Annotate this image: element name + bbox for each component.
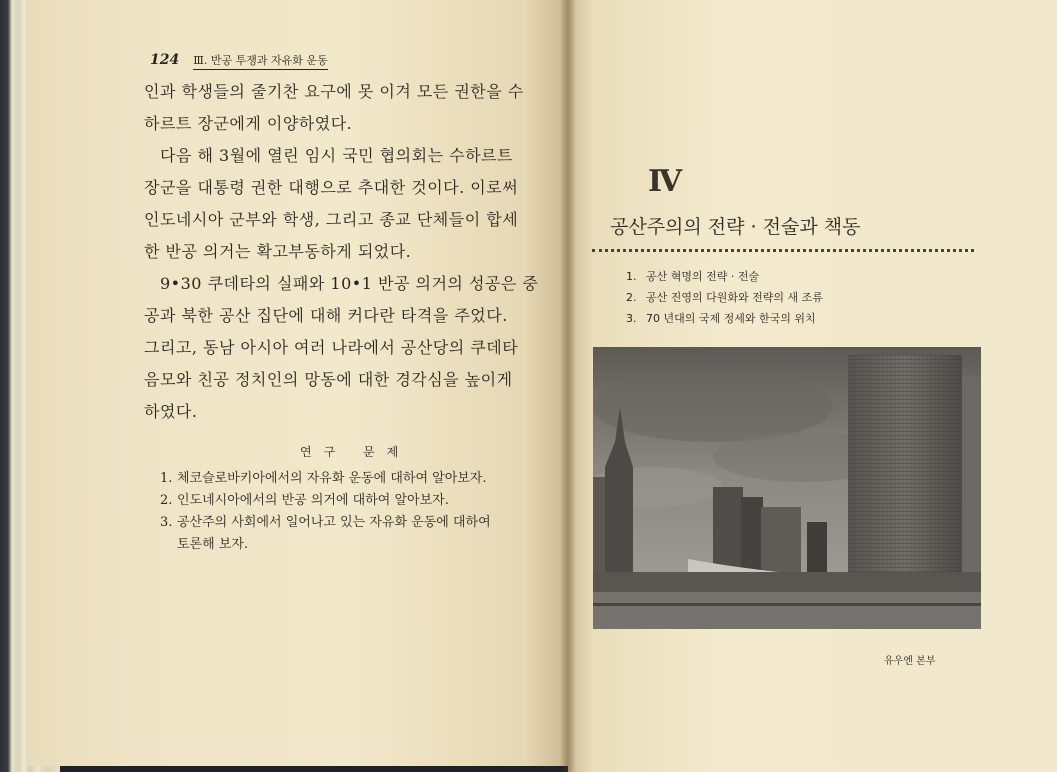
section-heading: Ⅲ. 반공 투쟁과 자유화 운동 bbox=[193, 52, 327, 70]
study-question-list bbox=[160, 468, 550, 556]
list-item: 3. 70 년대의 국제 정세와 한국의 위치 bbox=[626, 312, 816, 325]
book-gutter bbox=[560, 0, 576, 772]
text-line: 하였다. bbox=[144, 402, 198, 421]
dotted-divider bbox=[592, 249, 974, 252]
un-headquarters-photo bbox=[593, 347, 981, 629]
text-line: 공과 북한 공산 집단에 대해 커다란 타격을 주었다. bbox=[144, 306, 508, 325]
running-header bbox=[150, 52, 328, 70]
list-item: 2. 인도네시아에서의 반공 의거에 대하여 알아보자. bbox=[160, 493, 449, 508]
chapter-number: Ⅳ bbox=[648, 164, 681, 199]
text-line: 9•30 쿠데타의 실패와 10•1 반공 의거의 성공은 중 bbox=[160, 274, 539, 293]
text-line: 인도네시아 군부와 학생, 그리고 종교 단체들이 합세 bbox=[144, 210, 519, 229]
chapter-contents bbox=[626, 266, 823, 329]
list-item: 1. 공산 혁명의 전략 · 전술 bbox=[626, 270, 760, 283]
page-number: 124 bbox=[150, 52, 180, 68]
left-body-text bbox=[144, 76, 542, 428]
paragraph bbox=[144, 76, 542, 140]
list-item: 2. 공산 진영의 다원화와 전략의 새 조류 bbox=[626, 291, 823, 304]
text-line: 인과 학생들의 줄기찬 요구에 못 이겨 모든 권한을 수 bbox=[144, 82, 524, 101]
list-item: 1. 체코슬로바키아에서의 자유화 운동에 대하여 알아보자. bbox=[160, 471, 487, 486]
text-line: 한 반공 의거는 확고부동하게 되었다. bbox=[144, 242, 412, 261]
photo-caption: 유우엔 본부 bbox=[884, 656, 936, 667]
list-item: 3. 공산주의 사회에서 일어나고 있는 자유화 운동에 대하여 토론해 보자. bbox=[160, 515, 491, 552]
paragraph bbox=[144, 268, 542, 428]
text-line: 다음 해 3월에 열린 임시 국민 협의회는 수하르트 bbox=[160, 146, 513, 165]
text-line: 장군을 대통령 권한 대행으로 추대한 것이다. 이로써 bbox=[144, 178, 519, 197]
text-line: 하르트 장군에게 이양하였다. bbox=[144, 114, 353, 133]
text-line: 음모와 친공 정치인의 망동에 대한 경각심을 높이게 bbox=[144, 370, 513, 389]
chapter-title: 공산주의의 전략 · 전술과 책동 bbox=[610, 216, 861, 238]
study-section-title: 연구 문제 bbox=[300, 445, 411, 459]
text-line: 그리고, 동남 아시아 여러 나라에서 공산당의 쿠데타 bbox=[144, 338, 519, 357]
paragraph bbox=[144, 140, 542, 268]
